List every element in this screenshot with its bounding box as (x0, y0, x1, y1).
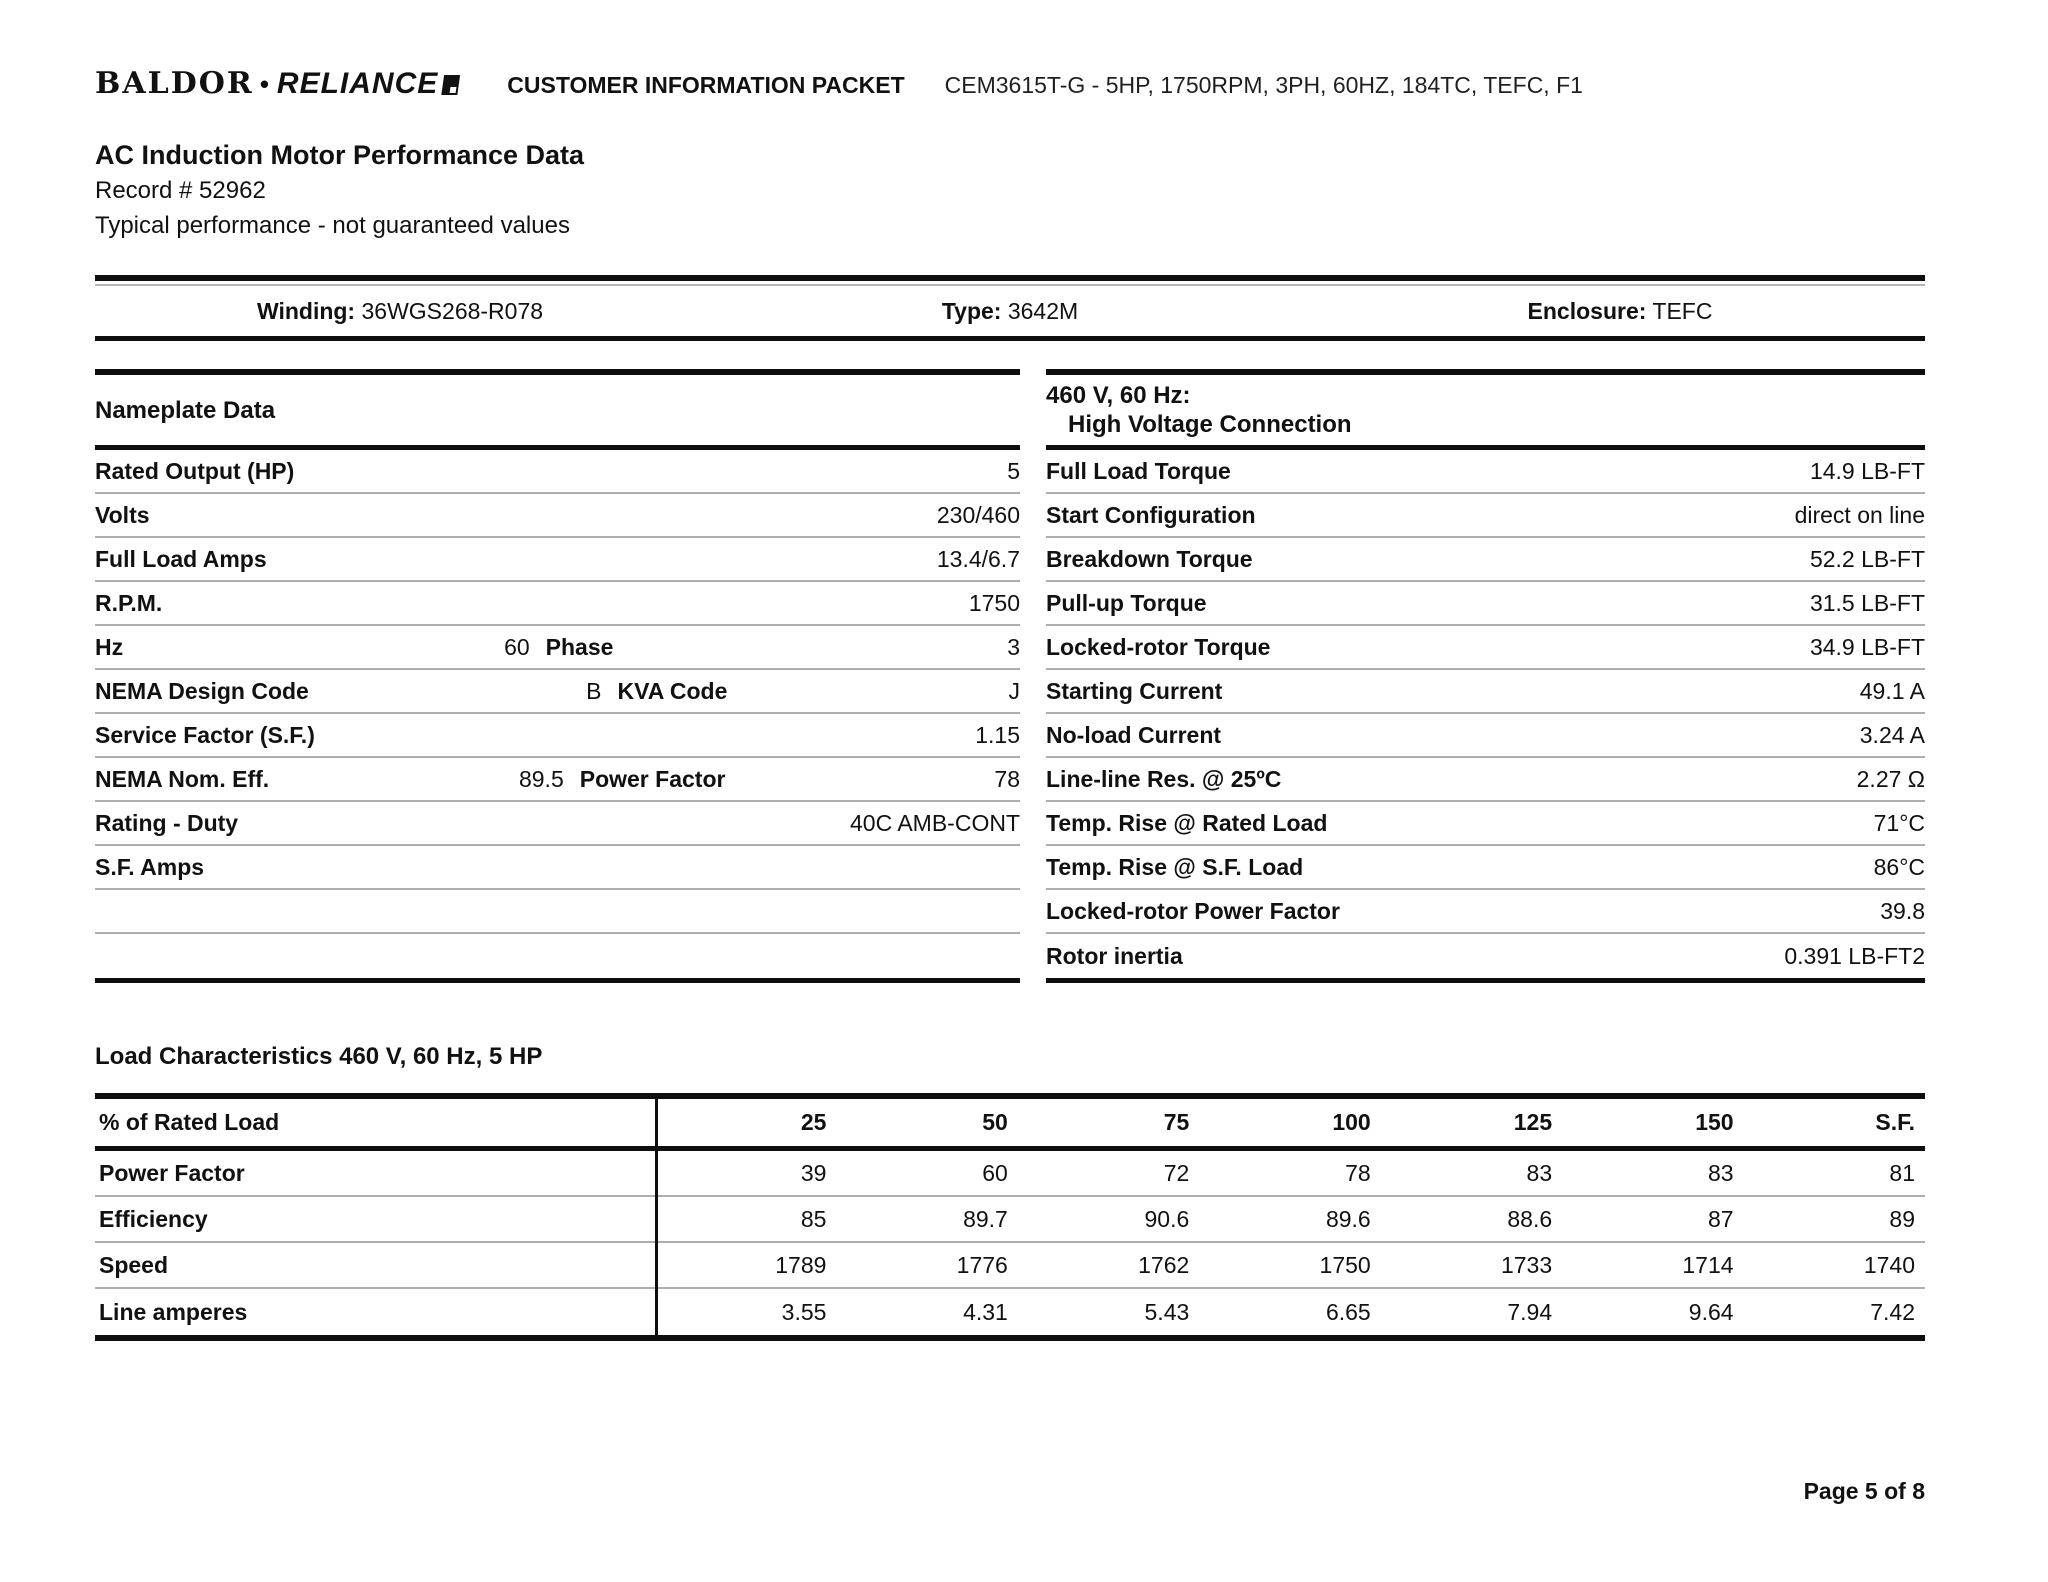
row-label: Speed (99, 1251, 169, 1278)
reliance-logo-mark-icon (442, 75, 461, 95)
row-value: 1750 (968, 589, 1020, 616)
row-mid-label: Power Factor (579, 765, 726, 792)
cell-value: 7.94 (1507, 1298, 1553, 1325)
row-label: Starting Current (1046, 677, 1223, 704)
row-label: Hz (95, 633, 124, 660)
cell-value: 1740 (1863, 1251, 1915, 1278)
row-label: Locked-rotor Power Factor (1046, 897, 1340, 924)
cell-value: 1762 (1138, 1251, 1190, 1278)
table-row (1046, 538, 1925, 582)
connection-panel (1046, 369, 1925, 983)
row-value: 5 (1007, 457, 1020, 484)
cell-value: 1733 (1500, 1251, 1553, 1278)
table-row (95, 670, 1020, 714)
connection-header-line1: 460 V, 60 Hz: (1046, 382, 1191, 409)
table-row (95, 758, 1020, 802)
row-value: 13.4/6.7 (936, 545, 1020, 572)
row-value: 0.391 LB-FT2 (1784, 942, 1925, 969)
baldor-reliance-logo (95, 66, 459, 101)
row-label: Full Load Torque (1046, 457, 1231, 484)
winding-bar (95, 275, 1925, 341)
cell-value: 39 (800, 1159, 827, 1186)
row-mid-value: 89.5 (518, 765, 564, 792)
row-label: Rating - Duty (95, 809, 239, 836)
logo-baldor-text: BALDOR (95, 66, 254, 101)
cell-value: 83 (1526, 1159, 1553, 1186)
table-row (1046, 670, 1925, 714)
cell-value: 89.6 (1325, 1205, 1371, 1232)
packet-title: CUSTOMER INFORMATION PACKET (507, 72, 905, 98)
row-label: Rotor inertia (1046, 942, 1183, 969)
row-value: 2.27 Ω (1856, 765, 1925, 792)
record-number: Record # 52962 (95, 177, 266, 204)
table-row (95, 494, 1020, 538)
cell-value: 72 (1163, 1159, 1190, 1186)
winding-value: 36WGS268-R078 (361, 297, 544, 324)
cell-value: 78 (1345, 1159, 1371, 1186)
table-row (1046, 758, 1925, 802)
winding-row (95, 286, 1925, 336)
row-label: Line amperes (99, 1298, 248, 1325)
row-value: 1.15 (975, 721, 1020, 748)
table-row (95, 1289, 1925, 1335)
cell-value: 9.64 (1688, 1298, 1734, 1325)
row-value: 49.1 A (1859, 677, 1925, 704)
cell-value: 3.55 (781, 1298, 827, 1325)
table-row (1046, 890, 1925, 934)
cell-value: 4.31 (963, 1298, 1008, 1325)
connection-header (1046, 375, 1925, 450)
column-header: 25 (800, 1109, 827, 1135)
table-divider (655, 1099, 658, 1335)
column-header: 150 (1695, 1109, 1734, 1135)
cell-value: 89 (1889, 1205, 1915, 1232)
column-header: 50 (982, 1109, 1008, 1135)
page-header (95, 66, 1925, 101)
row-mid-value: B (586, 677, 602, 704)
model-description: CEM3615T-G - 5HP, 1750RPM, 3PH, 60HZ, 184TC, TEFC, F1 (944, 72, 1583, 98)
row-label: Power Factor (99, 1159, 245, 1186)
row-label: Start Configuration (1046, 501, 1256, 528)
row-label: Temp. Rise @ Rated Load (1046, 809, 1328, 836)
table-row (1046, 494, 1925, 538)
cell-value: 87 (1707, 1205, 1734, 1232)
logo-separator-dot: • (259, 69, 271, 99)
type-label: Type: (941, 297, 1002, 324)
title-block (95, 137, 1925, 243)
table-row (1046, 714, 1925, 758)
table-row (95, 626, 1020, 670)
row-label: Service Factor (S.F.) (95, 721, 315, 748)
winding-label: Winding: (256, 297, 356, 324)
enclosure-value: TEFC (1652, 297, 1713, 324)
row-mid-label: KVA Code (617, 677, 728, 704)
column-header: S.F. (1875, 1109, 1915, 1135)
enclosure-cell (1315, 298, 1925, 325)
nameplate-header (95, 375, 1020, 450)
table-row (95, 538, 1020, 582)
row-label: Locked-rotor Torque (1046, 633, 1271, 660)
table-row (95, 714, 1020, 758)
row-value: 230/460 (936, 501, 1020, 528)
type-value: 3642M (1007, 297, 1079, 324)
table-row (95, 934, 1020, 978)
row-value: 34.9 LB-FT (1809, 633, 1925, 660)
table-row (95, 1243, 1925, 1289)
row-label: S.F. Amps (95, 853, 205, 880)
table-row (1046, 582, 1925, 626)
connection-header-line2: High Voltage Connection (1068, 411, 1352, 438)
row-value: 52.2 LB-FT (1809, 545, 1925, 572)
cell-value: 88.6 (1507, 1205, 1553, 1232)
row-label: Breakdown Torque (1046, 545, 1253, 572)
row-value: 31.5 LB-FT (1809, 589, 1925, 616)
table-row (1046, 450, 1925, 494)
row-value: 86°C (1873, 853, 1925, 880)
load-characteristics-table (95, 1093, 1925, 1341)
nameplate-panel (95, 369, 1020, 983)
row-value: 3 (1007, 633, 1020, 660)
row-label: Line-line Res. @ 25ºC (1046, 765, 1282, 792)
column-header: 125 (1513, 1109, 1553, 1135)
row-value: 71°C (1873, 809, 1925, 836)
table-row (95, 802, 1020, 846)
load-characteristics-heading: Load Characteristics 460 V, 60 Hz, 5 HP (95, 1043, 543, 1070)
cell-value: 1750 (1319, 1251, 1371, 1278)
column-header: 100 (1332, 1109, 1371, 1135)
page-number: Page 5 of 8 (1803, 1478, 1925, 1504)
row-label: R.P.M. (95, 589, 163, 616)
cell-value: 89.7 (963, 1205, 1008, 1232)
row-label: Rated Output (HP) (95, 457, 295, 484)
cell-value: 1776 (956, 1251, 1008, 1278)
row-label: Pull-up Torque (1046, 589, 1207, 616)
column-header: % of Rated Load (99, 1109, 280, 1135)
column-header: 75 (1163, 1109, 1190, 1135)
cell-value: 60 (982, 1159, 1008, 1186)
type-cell (705, 298, 1315, 325)
row-value: direct on line (1794, 501, 1925, 528)
cell-value: 1714 (1682, 1251, 1734, 1278)
cell-value: 85 (800, 1205, 827, 1232)
row-value: 78 (994, 765, 1020, 792)
data-panels (95, 369, 1925, 983)
table-row (95, 1197, 1925, 1243)
row-label: No-load Current (1046, 721, 1222, 748)
row-mid-label: Phase (545, 633, 614, 660)
cell-value: 83 (1707, 1159, 1734, 1186)
performance-note: Typical performance - not guaranteed values (95, 212, 570, 239)
logo-reliance-text: RELIANCE (276, 67, 439, 100)
table-row (95, 890, 1020, 934)
table-row (95, 1151, 1925, 1197)
row-value: 39.8 (1880, 897, 1925, 924)
table-row (1046, 846, 1925, 890)
cell-value: 5.43 (1144, 1298, 1190, 1325)
winding-cell (95, 298, 705, 325)
table-row (95, 582, 1020, 626)
cell-value: 1789 (775, 1251, 827, 1278)
row-value: 14.9 LB-FT (1809, 457, 1925, 484)
row-value: J (1008, 677, 1020, 704)
table-row (1046, 802, 1925, 846)
row-label: Efficiency (99, 1205, 208, 1232)
table-header-row (95, 1099, 1925, 1151)
cell-value: 90.6 (1144, 1205, 1190, 1232)
page-title: AC Induction Motor Performance Data (95, 140, 585, 170)
row-label: Temp. Rise @ S.F. Load (1046, 853, 1304, 880)
enclosure-label: Enclosure: (1527, 297, 1647, 324)
row-value: 40C AMB-CONT (850, 809, 1020, 836)
row-label: Volts (95, 501, 150, 528)
row-label: Full Load Amps (95, 545, 267, 572)
table-row (1046, 934, 1925, 978)
cell-value: 7.42 (1870, 1298, 1915, 1325)
table-row (1046, 626, 1925, 670)
table-row (95, 450, 1020, 494)
row-label: NEMA Nom. Eff. (95, 765, 270, 792)
row-value: 3.24 A (1859, 721, 1925, 748)
row-mid-value: 60 (504, 633, 530, 660)
row-label: NEMA Design Code (95, 677, 309, 704)
nameplate-header-text: Nameplate Data (95, 396, 276, 424)
table-row (95, 846, 1020, 890)
cell-value: 6.65 (1325, 1298, 1371, 1325)
cell-value: 81 (1889, 1159, 1915, 1186)
